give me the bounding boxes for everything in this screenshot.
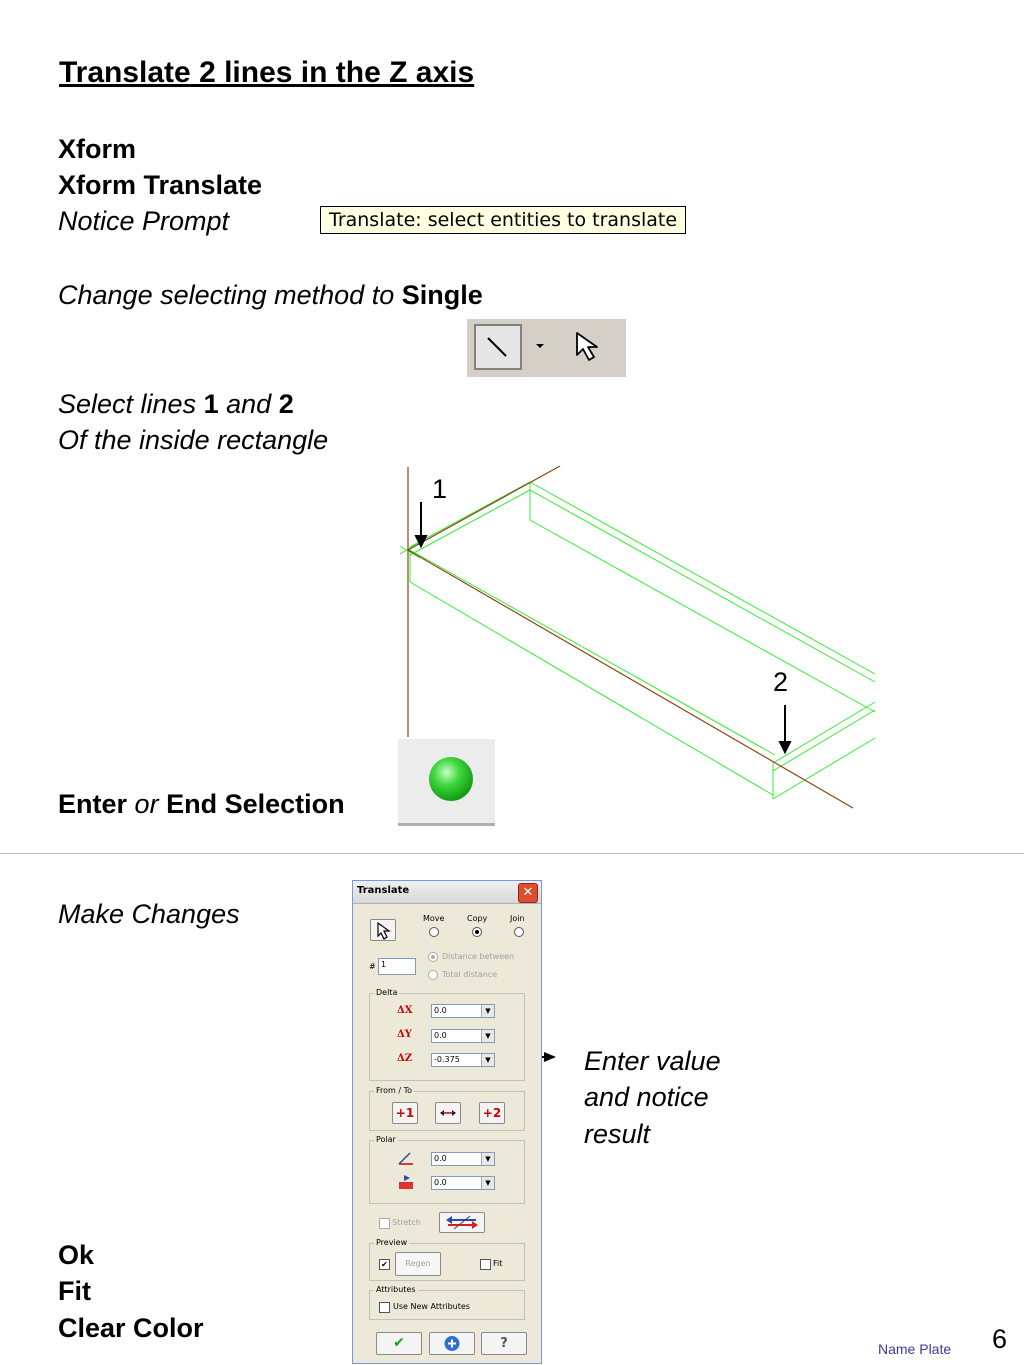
plus-circle-icon — [430, 1333, 474, 1354]
step-ok: Ok — [58, 1240, 95, 1270]
step-change-method — [58, 277, 483, 313]
line-label-2: 2 — [773, 667, 789, 697]
from-to-group — [369, 1086, 525, 1131]
step-select-lines — [58, 386, 294, 422]
count-label: # — [369, 962, 376, 971]
preview-group — [369, 1238, 525, 1281]
mode-join-radio[interactable] — [514, 927, 524, 937]
page-number: 6 — [992, 1324, 1008, 1354]
chevron-down-icon[interactable]: ▼ — [481, 1030, 494, 1042]
page-title: Translate 2 lines in the Z axis — [59, 56, 475, 89]
ok-button[interactable]: ✔ — [376, 1332, 422, 1355]
from-point-button[interactable]: +1 — [392, 1102, 418, 1124]
polar-group — [369, 1135, 525, 1204]
fit-label: Fit — [493, 1259, 503, 1268]
step-xform: Xform — [58, 134, 137, 164]
delta-x-value: 0.0 — [434, 1006, 447, 1015]
polar-distance-field[interactable] — [431, 1176, 495, 1190]
select-line-2: 2 — [278, 389, 294, 419]
cursor-arrow-icon[interactable] — [571, 329, 611, 369]
change-method-prefix: Change selecting method to — [58, 280, 395, 310]
chevron-down-icon[interactable]: ▼ — [481, 1005, 494, 1017]
footer-name: Name Plate — [878, 1341, 952, 1357]
delta-y-field[interactable] — [431, 1029, 495, 1043]
cursor-arrow-icon — [371, 920, 395, 940]
step-clear-color: Clear Color — [58, 1313, 204, 1343]
selection-toolbar — [467, 319, 626, 377]
mode-join-label: Join — [510, 914, 525, 923]
dialog-titlebar[interactable] — [353, 881, 541, 904]
mode-move-label: Move — [423, 914, 445, 923]
end-selection-button[interactable] — [398, 739, 495, 826]
or-label: or — [134, 789, 159, 819]
polar-distance-value: 0.0 — [434, 1178, 447, 1187]
polar-group-label: Polar — [376, 1135, 396, 1144]
callout-line2: and notice — [584, 1082, 709, 1112]
chevron-down-icon[interactable]: ▼ — [481, 1153, 494, 1165]
single-select-button[interactable] — [474, 324, 522, 370]
delta-y-value: 0.0 — [434, 1031, 447, 1040]
regen-button[interactable]: Regen — [395, 1252, 441, 1276]
select-lines-prefix: Select lines — [58, 389, 197, 419]
enter-label: Enter — [58, 789, 128, 819]
mode-copy-label: Copy — [467, 914, 488, 923]
angle-icon — [397, 1151, 415, 1167]
callout-line3: result — [584, 1119, 651, 1149]
end-selection-label: End Selection — [166, 789, 345, 819]
apply-button[interactable] — [429, 1332, 475, 1355]
line-select-icon — [476, 326, 520, 368]
use-new-attributes-checkbox[interactable] — [379, 1302, 390, 1313]
step-fit: Fit — [58, 1276, 91, 1306]
delta-group — [369, 988, 525, 1081]
delta-group-label: Delta — [376, 988, 398, 997]
line-label-1: 1 — [432, 474, 448, 504]
distance-between-label: Distance between — [442, 952, 515, 961]
distance-between-radio[interactable] — [428, 952, 438, 962]
count-input[interactable]: 1 — [378, 958, 416, 975]
stretch-checkbox[interactable] — [379, 1218, 390, 1229]
delta-y-icon: ΔY — [397, 1029, 412, 1040]
vector-button[interactable] — [435, 1102, 461, 1124]
polar-angle-field[interactable] — [431, 1152, 495, 1166]
preview-checkbox[interactable]: ✔ — [379, 1259, 390, 1270]
dialog-title: Translate — [357, 885, 410, 896]
green-ball-icon — [398, 739, 495, 823]
stretch-label: Stretch — [392, 1218, 421, 1227]
double-arrow-icon — [436, 1103, 460, 1123]
attributes-group-label: Attributes — [376, 1285, 416, 1294]
step-inside-rectangle: Of the inside rectangle — [58, 425, 329, 455]
chevron-down-icon[interactable] — [535, 343, 547, 351]
to-point-button[interactable]: +2 — [479, 1102, 505, 1124]
reverse-button[interactable] — [439, 1212, 485, 1233]
distance-icon — [397, 1173, 415, 1191]
section-divider — [0, 853, 1024, 854]
delta-z-field[interactable] — [431, 1053, 495, 1067]
step-notice-prompt: Notice Prompt — [58, 206, 230, 236]
use-new-attributes-label: Use New Attributes — [393, 1302, 470, 1311]
mode-move-radio[interactable] — [429, 927, 439, 937]
step-make-changes: Make Changes — [58, 899, 240, 929]
swap-arrows-icon — [440, 1213, 484, 1232]
from-to-group-label: From / To — [376, 1086, 413, 1095]
step-xform-translate: Xform Translate — [58, 170, 263, 200]
prompt-tooltip: Translate: select entities to translate — [320, 206, 686, 234]
attributes-group — [369, 1285, 525, 1320]
chevron-down-icon[interactable]: ▼ — [481, 1177, 494, 1189]
mode-copy-radio[interactable] — [472, 927, 482, 937]
select-lines-and: and — [226, 389, 272, 419]
delta-z-value: -0.375 — [434, 1055, 460, 1064]
total-distance-label: Total distance — [442, 970, 498, 979]
change-method-value: Single — [401, 280, 483, 310]
chevron-down-icon[interactable]: ▼ — [481, 1054, 494, 1066]
close-icon[interactable]: ✕ — [518, 883, 538, 903]
translate-dialog — [352, 880, 542, 1364]
delta-x-icon: ΔX — [397, 1005, 413, 1016]
total-distance-radio[interactable] — [428, 970, 438, 980]
preview-group-label: Preview — [376, 1238, 408, 1247]
reselect-button[interactable] — [370, 919, 396, 941]
step-end-selection — [58, 786, 345, 822]
select-line-1: 1 — [203, 389, 219, 419]
delta-x-field[interactable] — [431, 1004, 495, 1018]
polar-angle-value: 0.0 — [434, 1154, 447, 1163]
fit-checkbox[interactable] — [480, 1259, 491, 1270]
delta-z-icon: ΔZ — [397, 1053, 413, 1064]
help-button[interactable]: ? — [481, 1332, 527, 1355]
callout-line1: Enter value — [584, 1046, 721, 1076]
